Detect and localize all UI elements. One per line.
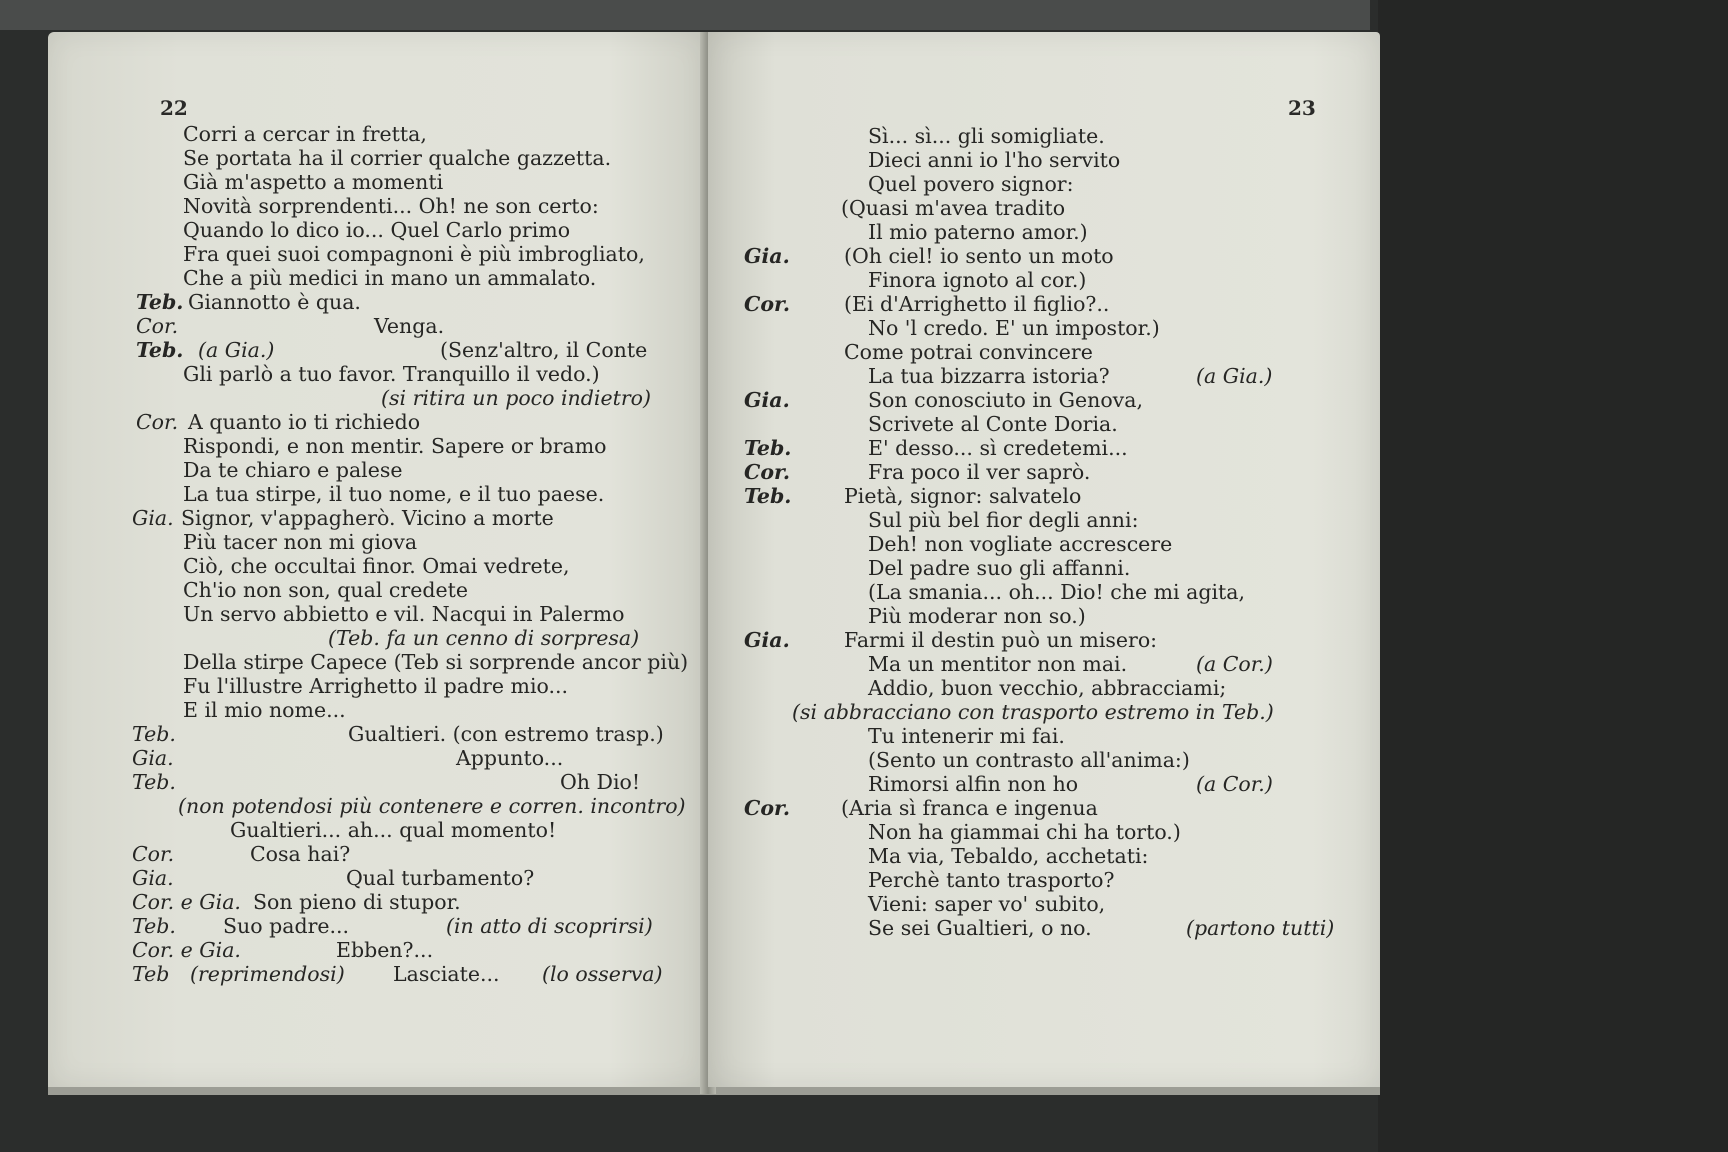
stage-direction: (si ritira un poco indietro) bbox=[381, 386, 651, 410]
text-line: Già m'aspetto a momenti bbox=[183, 170, 444, 194]
speaker-label: Cor. bbox=[744, 796, 791, 820]
stage-direction: (reprimendosi) bbox=[190, 962, 345, 986]
text-line: Suo padre... bbox=[223, 914, 350, 938]
text-line: Oh Dio! bbox=[560, 770, 641, 794]
text-line: Non ha giammai chi ha torto.) bbox=[868, 820, 1181, 844]
stage-direction: (a Cor.) bbox=[1196, 652, 1273, 676]
text-line: Perchè tanto trasporto? bbox=[868, 868, 1115, 892]
speaker-label: Cor. bbox=[744, 460, 791, 484]
speaker-label: Cor. e Gia. bbox=[132, 890, 241, 914]
text-line: Ma via, Tebaldo, acchetati: bbox=[868, 844, 1149, 868]
text-line: Se sei Gualtieri, o no. bbox=[868, 916, 1092, 940]
speaker-label: Teb. bbox=[744, 436, 792, 460]
speaker-label: Gia. bbox=[132, 866, 174, 890]
text-line: Venga. bbox=[374, 314, 445, 338]
text-line: Appunto... bbox=[456, 746, 564, 770]
text-line: Rimorsi alfin non ho bbox=[868, 772, 1079, 796]
page-number: 22 bbox=[160, 96, 188, 120]
text-line: Pietà, signor: salvatelo bbox=[844, 484, 1082, 508]
text-line: Novità sorprendenti... Oh! ne son certo: bbox=[183, 194, 599, 218]
text-line: Quando lo dico io... Quel Carlo primo bbox=[183, 218, 571, 242]
speaker-label: Gia. bbox=[744, 244, 790, 268]
text-line: E il mio nome... bbox=[183, 698, 346, 722]
text-line: Sì... sì... gli somigliate. bbox=[868, 124, 1105, 148]
text-line: No 'l credo. E' un impostor.) bbox=[868, 316, 1160, 340]
speaker-label: Cor. e Gia. bbox=[132, 938, 241, 962]
speaker-label: Cor. bbox=[744, 292, 791, 316]
text-line: (Aria sì franca e ingenua bbox=[841, 796, 1098, 820]
stage-direction: (si abbracciano con trasporto estremo in Teb.) bbox=[792, 700, 1274, 724]
text-line: Più moderar non so.) bbox=[868, 604, 1086, 628]
text-line: Gli parlò a tuo favor. Tranquillo il vedo.) bbox=[183, 362, 600, 386]
text-line: Se portata ha il corrier qualche gazzetta. bbox=[183, 146, 612, 170]
text-line: Rispondi, e non mentir. Sapere or bramo bbox=[183, 434, 607, 458]
text-line: Fu l'illustre Arrighetto il padre mio... bbox=[183, 674, 569, 698]
stage-direction: (lo osserva) bbox=[542, 962, 663, 986]
text-line: Vieni: saper vo' subito, bbox=[868, 892, 1106, 916]
text-line: Deh! non vogliate accrescere bbox=[868, 532, 1173, 556]
text-line: Del padre suo gli affanni. bbox=[868, 556, 1131, 580]
speaker-label: Gia. bbox=[744, 388, 790, 412]
right-page bbox=[708, 32, 1380, 1087]
text-line: (La smania... oh... Dio! che mi agita, bbox=[868, 580, 1245, 604]
text-line: Della stirpe Capece (Teb si sorprende ancor più) bbox=[183, 650, 689, 674]
text-line: Ciò, che occultai finor. Omai vedrete, bbox=[183, 554, 570, 578]
text-line: Finora ignoto al cor.) bbox=[868, 268, 1087, 292]
text-line: A quanto io ti richiedo bbox=[188, 410, 421, 434]
text-line: E' desso... sì credetemi... bbox=[868, 436, 1128, 460]
speaker-label: Teb bbox=[132, 962, 170, 986]
speaker-label: Cor. bbox=[132, 842, 175, 866]
stage-direction: (partono tutti) bbox=[1186, 916, 1335, 940]
text-line: Dieci anni io l'ho servito bbox=[868, 148, 1121, 172]
speaker-label: Teb. bbox=[744, 484, 792, 508]
speaker-label: Teb. bbox=[136, 338, 184, 362]
speaker-label: Teb. bbox=[132, 914, 176, 938]
text-line: Da te chiaro e palese bbox=[183, 458, 403, 482]
text-line: Come potrai convincere bbox=[844, 340, 1093, 364]
text-line: La tua bizzarra istoria? bbox=[868, 364, 1110, 388]
speaker-label: Teb. bbox=[136, 290, 184, 314]
speaker-label: Cor. bbox=[136, 314, 179, 338]
page-number: 23 bbox=[1288, 96, 1316, 120]
stage-direction: (Teb. fa un cenno di sorpresa) bbox=[328, 626, 640, 650]
text-line: Addio, buon vecchio, abbracciami; bbox=[868, 676, 1227, 700]
left-page bbox=[48, 32, 708, 1087]
text-line: (Senz'altro, il Conte bbox=[440, 338, 648, 362]
speaker-label: Gia. bbox=[744, 628, 790, 652]
text-line: Sul più bel fior degli anni: bbox=[868, 508, 1139, 532]
speaker-label: Teb. bbox=[132, 722, 176, 746]
text-line: Più tacer non mi giova bbox=[183, 530, 418, 554]
text-line: (Oh ciel! io sento un moto bbox=[844, 244, 1114, 268]
text-line: Tu intenerir mi fai. bbox=[868, 724, 1065, 748]
text-line: Qual turbamento? bbox=[346, 866, 535, 890]
text-line: Scrivete al Conte Doria. bbox=[868, 412, 1118, 436]
stage-direction: (a Gia.) bbox=[198, 338, 275, 362]
text-line: (Ei d'Arrighetto il figlio?.. bbox=[844, 292, 1110, 316]
text-line: Un servo abbietto e vil. Nacqui in Palermo bbox=[183, 602, 625, 626]
text-line: Cosa hai? bbox=[250, 842, 351, 866]
background-strip bbox=[0, 0, 1370, 30]
stage-direction: (non potendosi più contenere e corren. incontro) bbox=[178, 794, 686, 818]
text-line: Ch'io non son, qual credete bbox=[183, 578, 468, 602]
stage-direction: (a Gia.) bbox=[1196, 364, 1273, 388]
text-line: Son pieno di stupor. bbox=[253, 890, 461, 914]
stage-direction: (in atto di scoprirsi) bbox=[446, 914, 653, 938]
speaker-label: Cor. bbox=[136, 410, 179, 434]
text-line: (Sento un contrasto all'anima:) bbox=[868, 748, 1190, 772]
stage-direction: (a Cor.) bbox=[1196, 772, 1273, 796]
text-line: Che a più medici in mano un ammalato. bbox=[183, 266, 597, 290]
text-line: Corri a cercar in fretta, bbox=[183, 122, 427, 146]
text-line: Son conosciuto in Genova, bbox=[868, 388, 1143, 412]
text-line: Signor, v'appagherò. Vicino a morte bbox=[181, 506, 554, 530]
speaker-label: Gia. bbox=[132, 746, 174, 770]
text-line: La tua stirpe, il tuo nome, e il tuo paese. bbox=[183, 482, 605, 506]
text-line: (Quasi m'avea tradito bbox=[841, 196, 1066, 220]
text-line: Ebben?... bbox=[336, 938, 434, 962]
text-line: Quel povero signor: bbox=[868, 172, 1074, 196]
text-line: Gualtieri... ah... qual momento! bbox=[230, 818, 557, 842]
text-line: Farmi il destin può un misero: bbox=[844, 628, 1158, 652]
text-line: Il mio paterno amor.) bbox=[868, 220, 1088, 244]
text-line: Ma un mentitor non mai. bbox=[868, 652, 1128, 676]
speaker-label: Gia. bbox=[132, 506, 174, 530]
open-book bbox=[48, 32, 1380, 1094]
text-line: Giannotto è qua. bbox=[188, 290, 361, 314]
text-line: Lasciate... bbox=[393, 962, 500, 986]
text-line: Fra poco il ver saprò. bbox=[868, 460, 1091, 484]
speaker-label: Teb. bbox=[132, 770, 176, 794]
text-line: Fra quei suoi compagnoni è più imbrogliato, bbox=[183, 242, 645, 266]
text-line: Gualtieri. (con estremo trasp.) bbox=[348, 722, 664, 746]
background-right bbox=[1378, 0, 1728, 1152]
